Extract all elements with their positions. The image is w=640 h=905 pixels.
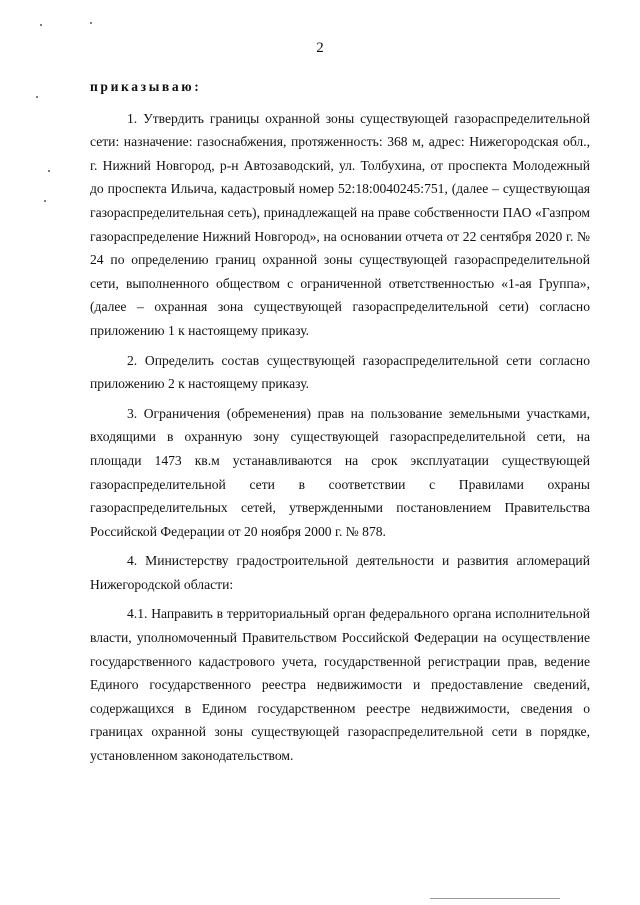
scan-line — [430, 898, 560, 899]
scan-speck — [48, 170, 50, 172]
scan-speck — [44, 200, 46, 202]
paragraph-2: 2. Определить состав существующей газораспределительной сети согласно приложению 2 к настоящему приказу. — [90, 352, 590, 392]
paragraph-1: 1. Утвердить границы охранной зоны существующей газораспределительной сети: назначение: газоснабжения, протяженность: 368 м, адрес: Нижегородская обл., г. Нижний Новгород, р-н Автозаводский, ул. Толбухина, от проспекта Молодежный до проспекта Ильича, кадастровый номер 52:18:0040245:751, (далее – существующая газораспределительная сеть), принадлежащей на праве собственности ПАО «Газпром газораспределение Нижний Новгород», на основании отчета от 22 сентября 2020 г. № 24 по определению границ охранной зоны существующей газораспределительной сети, выполненного обществом с ограниченной ответственностью «1-ая Группа», (далее – охранная зона существующей газораспределительной сети) согласно приложению 1 к настоящему приказу. — [90, 110, 590, 338]
document-body — [90, 75, 590, 774]
order-heading: приказываю: — [90, 79, 202, 94]
scan-speck — [90, 22, 92, 24]
paragraph-3: 3. Ограничения (обременения) прав на пользование земельными участками, входящими в охранную зону существующей газораспределительной сети, на площади 1473 кв.м устанавливаются на срок эксплуатации существующей газораспределительной сети в соответствии с Правилами охраны газораспределительных сетей, утвержденными постановлением Правительства Российской Федерации от 20 ноября 2000 г. № 878. — [90, 405, 590, 539]
scan-speck — [40, 24, 42, 26]
paragraph-4-1: 4.1. Направить в территориальный орган федерального органа исполнительной власти, уполномоченный Правительством Российской Федерации на осуществление государственного кадастрового учета, государственной регистрации прав, ведение Единого государственного реестра недвижимости и предоставление сведений, содержащихся в Едином государственном реестре недвижимости, сведения о границах охранной зоны существующей газораспределительной сети в порядке, установленном законодательством. — [90, 606, 590, 764]
paragraph-4: 4. Министерству градостроительной деятельности и развития агломераций Нижегородской области: — [90, 553, 590, 592]
page-number: 2 — [316, 40, 324, 56]
scan-speck — [36, 96, 38, 98]
